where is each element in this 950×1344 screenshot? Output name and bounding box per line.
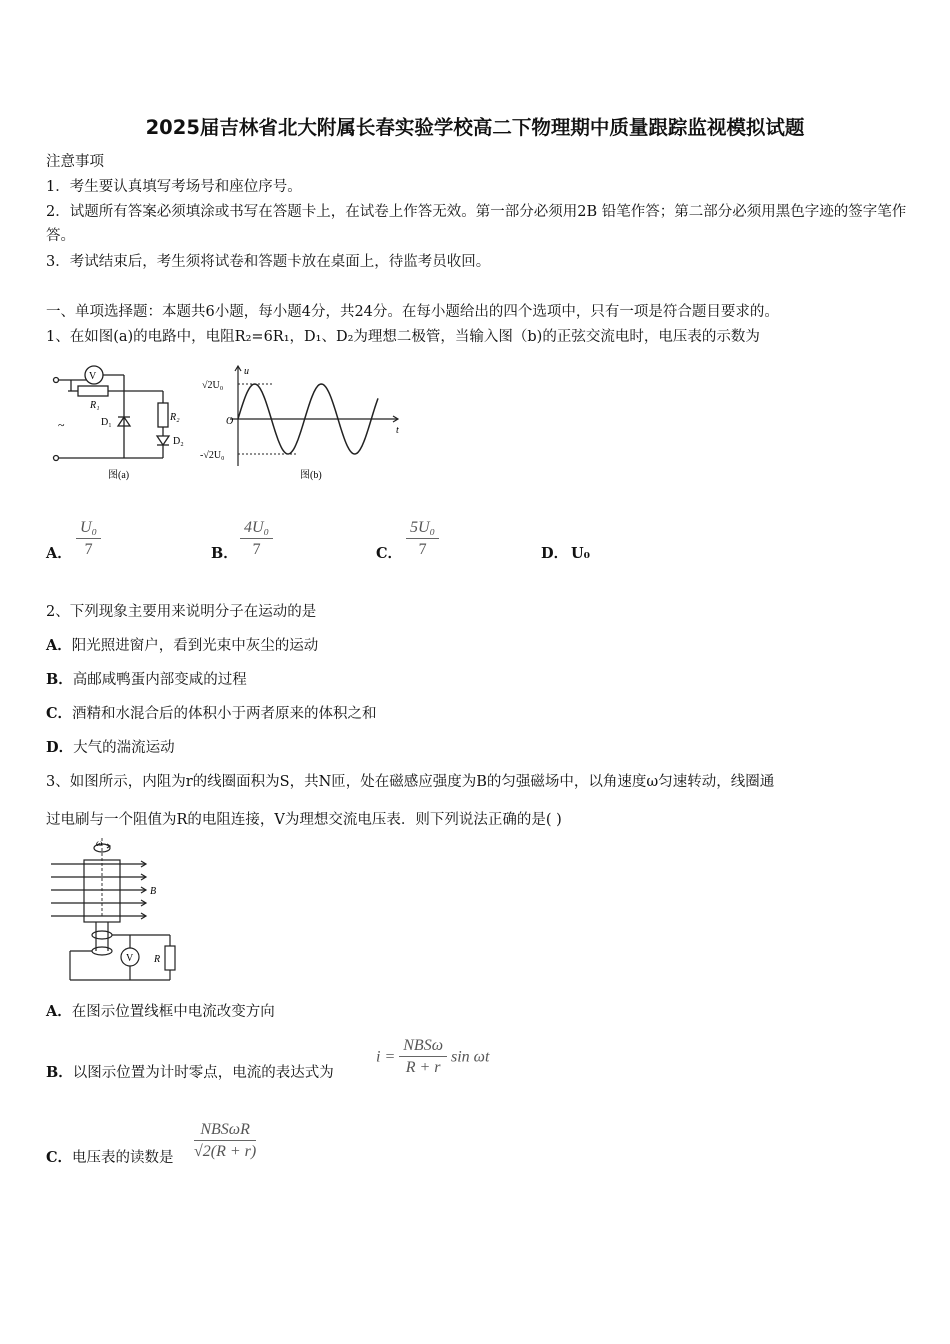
option-3b-fraction <box>399 1036 447 1079</box>
meter-label: V <box>89 371 97 382</box>
option-3a-label: A． <box>46 1003 72 1020</box>
option-2d <box>46 736 175 760</box>
question-1-text: 1、在如图(a)的电路中，电阻R₂=6R₁，D₁、D₂为理想二极管，当输入图（b)的正弦交流电时，电压表的示数为 <box>46 329 760 345</box>
option-1a-denominator: 7 <box>84 541 93 558</box>
option-3c-denominator: √2(R + r) <box>194 1143 257 1160</box>
question-3-line-2: 过电刷与一个阻值为R的电阻连接，V为理想交流电压表．则下列说法正确的是( ) <box>46 812 562 828</box>
r-label: R <box>154 954 161 965</box>
option-1b-denominator: 7 <box>252 541 261 558</box>
resistor-r <box>165 946 175 970</box>
option-3c-label: C． <box>46 1149 73 1166</box>
option-2a-text: 阳光照进窗户，看到光束中灰尘的运动 <box>71 638 319 654</box>
option-1b-label: B． <box>211 545 238 562</box>
option-1b-numerator: 4U₀ <box>240 518 273 539</box>
option-1c-fraction <box>406 518 439 561</box>
figure-b-caption: 图(b) <box>300 470 322 481</box>
option-3b-lhs: i = <box>376 1048 396 1066</box>
option-3c <box>46 1146 174 1170</box>
meter-label: V <box>126 953 134 964</box>
option-3b-formula <box>376 1036 489 1079</box>
option-2d-label: D． <box>46 739 74 756</box>
notice-heading: 注意事项 <box>46 154 104 170</box>
d1-label: D₁ <box>101 417 112 428</box>
option-2b <box>46 668 247 692</box>
question-2-text: 2、下列现象主要用来说明分子在运动的是 <box>46 604 317 620</box>
resistor-r2 <box>158 403 168 427</box>
r1-label: R₁ <box>90 400 100 411</box>
option-1c-denominator: 7 <box>418 541 427 558</box>
option-3c-fraction <box>194 1120 256 1163</box>
coil-figure <box>46 838 186 988</box>
option-3c-numerator: NBSωR <box>194 1120 256 1141</box>
option-2d-text: 大气的湍流运动 <box>73 740 175 756</box>
option-3b-label: B． <box>46 1064 73 1081</box>
circuit-figure-a <box>46 358 196 488</box>
u-axis-label: u <box>244 366 249 377</box>
question-3-line-1: 3、如图所示，内阻为r的线圈面积为S，共N匝，处在磁感应强度为B的匀强磁场中，以角速度ω匀速转动，线圈通 <box>46 774 775 790</box>
omega-label: ω <box>96 838 103 848</box>
option-3b-tail: sin ωt <box>451 1048 490 1066</box>
option-1b-fraction <box>240 518 273 561</box>
option-2a <box>46 634 318 658</box>
waveform-figure-b <box>200 358 408 488</box>
notice-item-3: 3．考试结束后，考生须将试卷和答题卡放在桌面上，待监考员收回。 <box>46 254 491 270</box>
option-1d-label: D． <box>541 545 569 562</box>
diode-d2-symbol <box>157 436 169 445</box>
origin-label: O <box>226 416 234 427</box>
b-field-label: B <box>150 886 157 897</box>
page-title: 2025届吉林省北大附属长春实验学校高二下物理期中质量跟踪监视模拟试题 <box>145 116 805 139</box>
option-3b-numerator: NBSω <box>399 1036 447 1057</box>
option-1a-fraction <box>76 518 101 561</box>
option-1d-text: U₀ <box>571 545 590 562</box>
r2-label: R₂ <box>170 412 180 423</box>
ac-input-label: ~ <box>58 418 65 432</box>
option-2c-label: C． <box>46 705 73 722</box>
option-2a-label: A． <box>46 637 72 654</box>
trough-label: -√2U₀ <box>200 450 225 461</box>
notice-item-1: 1．考生要认真填写考场号和座位序号。 <box>46 179 302 195</box>
option-3b-text: 以图示位置为计时零点，电流的表达式为 <box>72 1065 334 1081</box>
peak-label: √2U₀ <box>202 380 224 391</box>
figure-a-caption: 图(a) <box>108 470 130 481</box>
option-3b-denominator: R + r <box>405 1059 441 1076</box>
option-1a-numerator: U₀ <box>76 518 101 539</box>
t-axis-label: t <box>396 425 399 436</box>
option-2c <box>46 702 377 726</box>
option-2b-label: B． <box>46 671 73 688</box>
option-1c-numerator: 5U₀ <box>406 518 439 539</box>
option-3c-text: 电压表的读数是 <box>72 1150 174 1166</box>
option-2c-text: 酒精和水混合后的体积小于两者原来的体积之和 <box>72 706 377 722</box>
section-heading: 一、单项选择题：本题共6小题，每小题4分，共24分。在每小题给出的四个选项中，只有一项是符合题目要求的。 <box>46 304 779 320</box>
d2-label: D₂ <box>173 436 184 447</box>
option-3a <box>46 1000 275 1024</box>
notice-item-2: 2．试题所有答案必须填涂或书写在答题卡上，在试卷上作答无效。第一部分必须用2B 铅笔作答；第二部分必须用黑色字迹的签字笔作答。 <box>46 204 907 244</box>
option-3b <box>46 1061 334 1085</box>
option-1a-label: A． <box>46 545 72 562</box>
option-1c-label: C． <box>376 545 403 562</box>
option-3a-text: 在图示位置线框中电流改变方向 <box>71 1004 275 1020</box>
option-2b-text: 高邮咸鸭蛋内部变咸的过程 <box>72 672 247 688</box>
resistor-r1 <box>78 386 108 396</box>
